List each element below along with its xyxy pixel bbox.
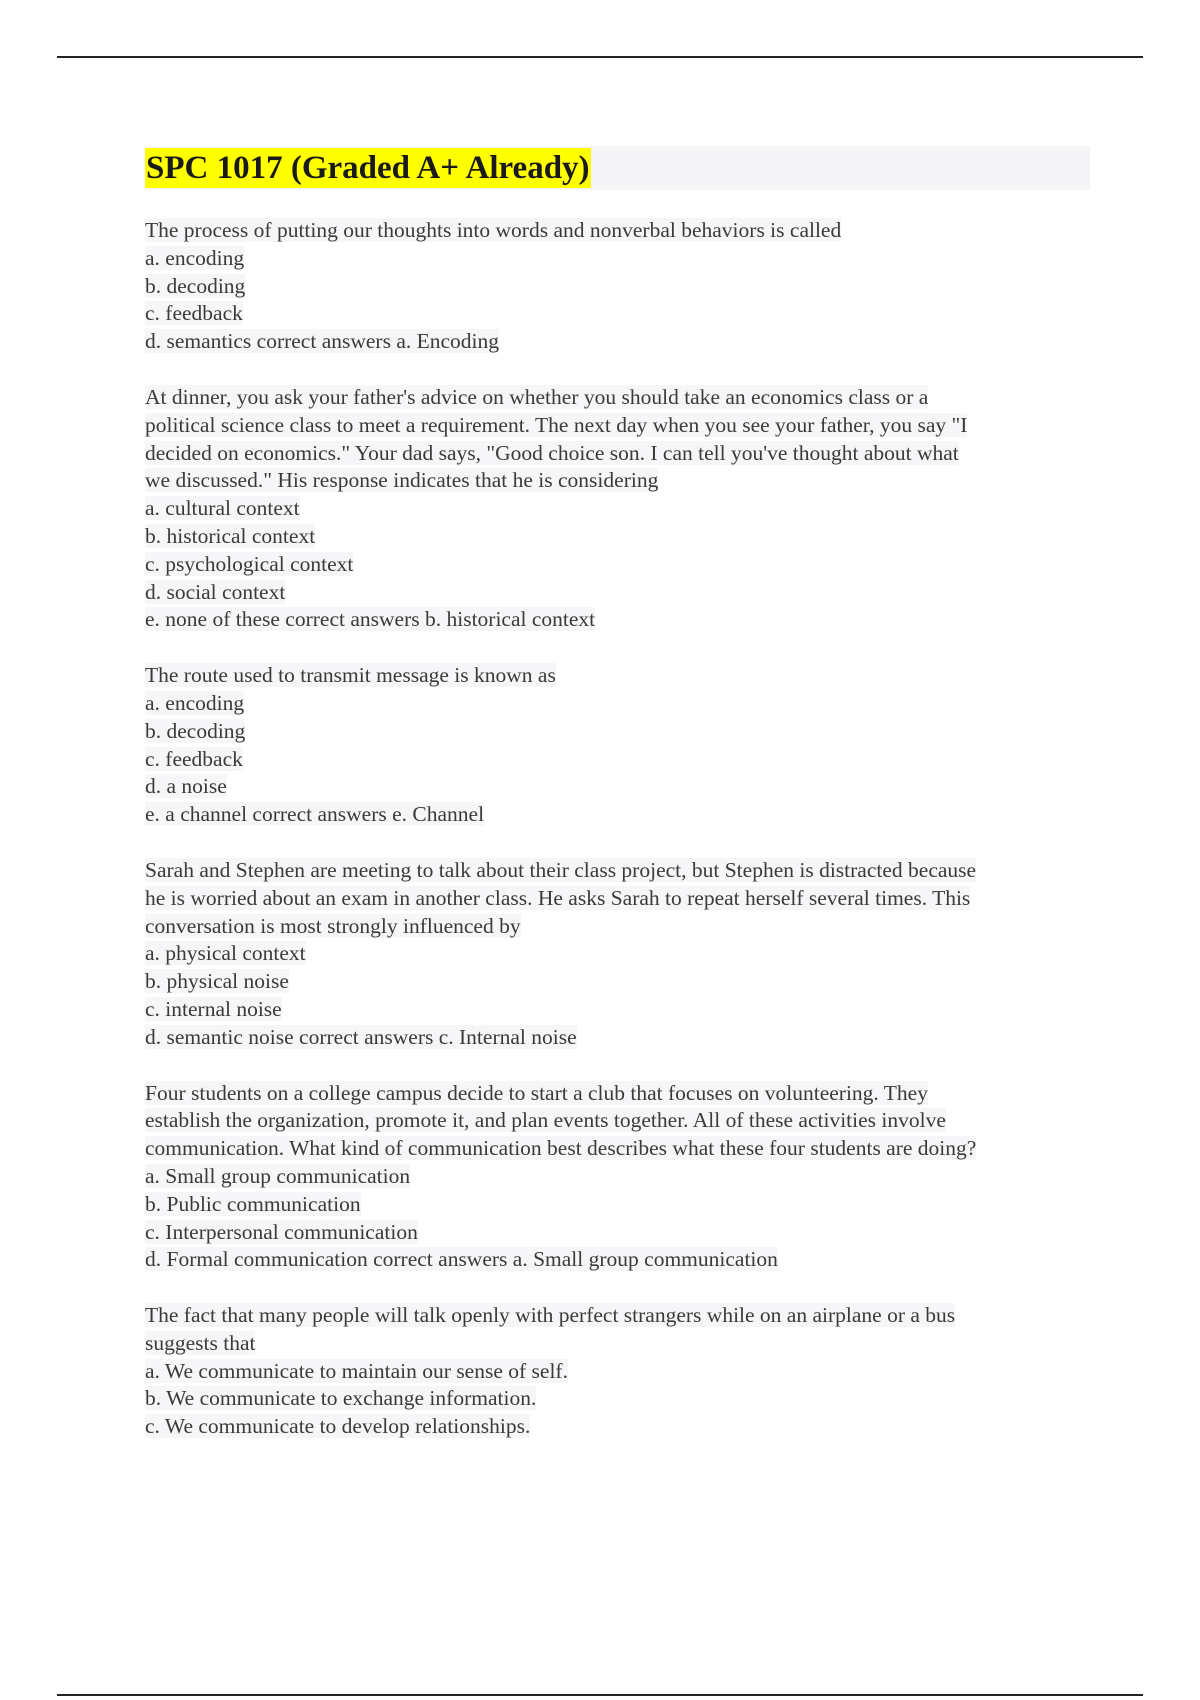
question-line: [145, 996, 1090, 1024]
line-text: decided on economics." Your dad says, "Good choice son. I can tell you've thought about what: [145, 440, 959, 465]
question-list: [145, 217, 1090, 1441]
line-text: d. a noise: [145, 774, 227, 799]
line-text: d. semantics correct answers a. Encoding: [145, 329, 500, 354]
question-line: [145, 1358, 1090, 1386]
question-line: [145, 1107, 1090, 1135]
question-line: [145, 412, 1090, 440]
footer-rule: [57, 1694, 1143, 1696]
line-text: Four students on a college campus decide to start a club that focuses on volunteering. They: [145, 1080, 928, 1105]
question-line: [145, 1163, 1090, 1191]
line-text: The process of putting our thoughts into words and nonverbal behaviors is called: [145, 218, 842, 242]
line-text: The route used to transmit message is known as: [145, 663, 556, 688]
title-band: [145, 146, 1090, 190]
line-text: a. We communicate to maintain our sense of self.: [145, 1358, 568, 1383]
question-line: [145, 773, 1090, 801]
line-text: Sarah and Stephen are meeting to talk about their class project, but Stephen is distracted because: [145, 857, 977, 882]
line-text: b. We communicate to exchange information.: [145, 1386, 537, 1411]
line-text: e. none of these correct answers b. historical context: [145, 607, 596, 632]
line-text: a. Small group communication: [145, 1163, 411, 1188]
question-text-line: [145, 857, 1090, 885]
document-page: [145, 146, 1090, 1469]
line-text: a. physical context: [145, 941, 306, 966]
question-line: [145, 467, 1090, 495]
line-text: communication. What kind of communication best describes what these four students are doing?: [145, 1136, 977, 1161]
question-text-line: [145, 384, 1090, 412]
question-line: [145, 1385, 1090, 1413]
line-text: b. physical noise: [145, 969, 289, 994]
question-line: [145, 1330, 1090, 1358]
question-block: [145, 384, 1090, 634]
line-text: c. psychological context: [145, 551, 354, 576]
line-text: d. semantic noise correct answers c. Internal noise: [145, 1024, 577, 1049]
question-line: [145, 328, 1090, 356]
question-text-line: [145, 1302, 1090, 1330]
line-text: political science class to meet a requirement. The next day when you see your father, you say "I: [145, 412, 968, 437]
question-line: [145, 579, 1090, 607]
question-line: [145, 1219, 1090, 1247]
line-text: establish the organization, promote it, and plan events together. All of these activities involve: [145, 1108, 946, 1133]
question-text-line: [145, 1080, 1090, 1108]
line-text: he is worried about an exam in another class. He asks Sarah to repeat herself several times. This: [145, 885, 971, 910]
question-line: [145, 885, 1090, 913]
line-text: b. historical context: [145, 523, 316, 548]
question-line: [145, 495, 1090, 523]
question-line: [145, 606, 1090, 634]
question-block: [145, 662, 1090, 829]
question-line: [145, 801, 1090, 829]
question-block: [145, 1302, 1090, 1441]
question-line: [145, 551, 1090, 579]
line-text: b. decoding: [145, 718, 246, 743]
line-text: c. feedback: [145, 746, 243, 771]
question-text-line: [145, 662, 1090, 690]
question-line: [145, 940, 1090, 968]
question-line: [145, 690, 1090, 718]
line-text: a. encoding: [145, 690, 245, 715]
line-text: At dinner, you ask your father's advice on whether you should take an economics class or a: [145, 384, 929, 409]
question-block: [145, 217, 1090, 356]
question-line: [145, 440, 1090, 468]
line-text: The fact that many people will talk openly with perfect strangers while on an airplane or a bus: [145, 1303, 956, 1328]
line-text: suggests that: [145, 1330, 256, 1355]
question-block: [145, 1080, 1090, 1275]
question-line: [145, 273, 1090, 301]
line-text: c. Interpersonal communication: [145, 1219, 418, 1244]
question-block: [145, 857, 1090, 1052]
line-text: e. a channel correct answers e. Channel: [145, 802, 485, 827]
line-text: we discussed." His response indicates that he is considering: [145, 468, 659, 493]
question-line: [145, 1413, 1090, 1441]
question-text-line: [145, 217, 1090, 245]
question-line: [145, 245, 1090, 273]
question-line: [145, 1246, 1090, 1274]
line-text: c. We communicate to develop relationships.: [145, 1414, 531, 1439]
line-text: d. Formal communication correct answers a. Small group communication: [145, 1247, 778, 1272]
line-text: a. encoding: [145, 245, 245, 270]
line-text: c. feedback: [145, 301, 243, 326]
question-line: [145, 746, 1090, 774]
line-text: conversation is most strongly influenced by: [145, 913, 521, 938]
question-line: [145, 718, 1090, 746]
document-title: SPC 1017 (Graded A+ Already): [146, 150, 590, 186]
line-text: b. decoding: [145, 273, 246, 298]
question-line: [145, 968, 1090, 996]
question-line: [145, 300, 1090, 328]
question-line: [145, 1024, 1090, 1052]
question-line: [145, 1135, 1090, 1163]
line-text: c. internal noise: [145, 996, 282, 1021]
header-rule: [57, 56, 1143, 58]
line-text: a. cultural context: [145, 496, 300, 521]
question-line: [145, 1191, 1090, 1219]
line-text: b. Public communication: [145, 1191, 361, 1216]
line-text: d. social context: [145, 579, 286, 604]
question-line: [145, 523, 1090, 551]
question-line: [145, 913, 1090, 941]
